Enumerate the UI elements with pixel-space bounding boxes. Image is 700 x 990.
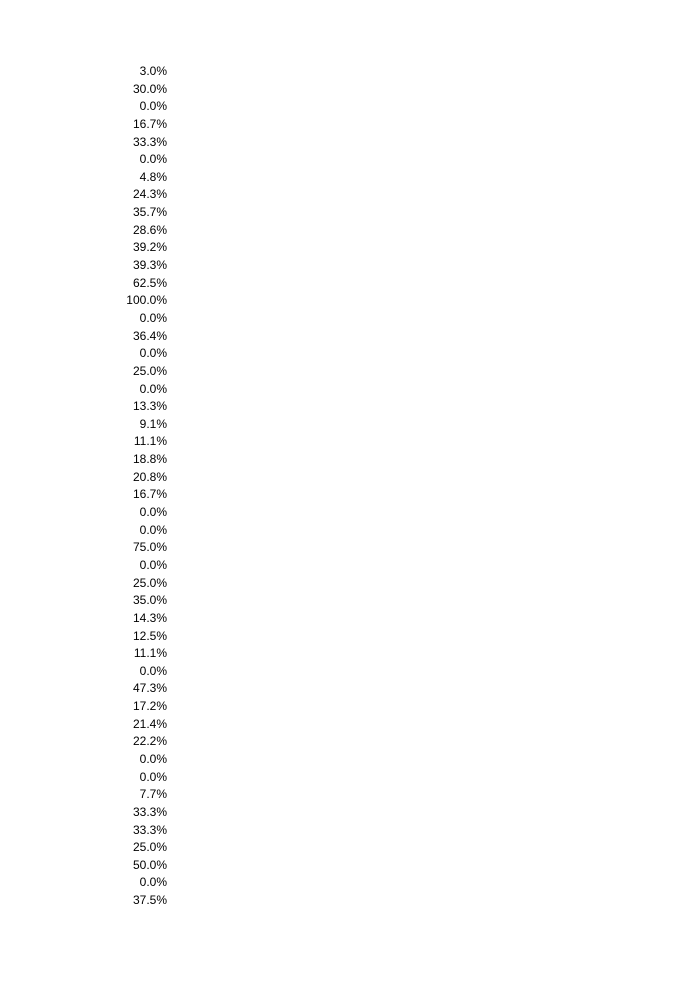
percentage-cell: 16.7% bbox=[132, 116, 167, 131]
percentage-cell: 0.0% bbox=[139, 875, 167, 890]
percentage-cell: 0.0% bbox=[139, 505, 167, 520]
percentage-cell: 0.0% bbox=[139, 346, 167, 361]
percentage-cell: 100.0% bbox=[126, 293, 167, 308]
percentage-cell: 0.0% bbox=[139, 769, 167, 784]
percentage-cell: 50.0% bbox=[132, 857, 167, 872]
percentage-cell: 12.5% bbox=[132, 628, 167, 643]
percentage-cell: 33.3% bbox=[132, 822, 167, 837]
percentage-cell: 0.0% bbox=[139, 310, 167, 325]
percentage-cell: 16.7% bbox=[132, 487, 167, 502]
percentage-cell: 0.0% bbox=[139, 99, 167, 114]
percentage-cell: 24.3% bbox=[132, 187, 167, 202]
percentage-cell: 14.3% bbox=[132, 610, 167, 625]
percentage-cell: 7.7% bbox=[139, 787, 167, 802]
percentage-cell: 3.0% bbox=[139, 64, 167, 78]
percentage-cell: 4.8% bbox=[139, 169, 167, 184]
percentage-cell: 17.2% bbox=[132, 699, 167, 714]
percentage-cell: 39.3% bbox=[132, 258, 167, 273]
percentage-cell: 25.0% bbox=[132, 840, 167, 855]
percentage-cell: 75.0% bbox=[132, 540, 167, 555]
percentage-cell: 0.0% bbox=[139, 152, 167, 167]
percentage-cell: 0.0% bbox=[139, 522, 167, 537]
percentage-cell: 33.3% bbox=[132, 804, 167, 819]
percentage-cell: 33.3% bbox=[132, 134, 167, 149]
percentage-cell: 35.0% bbox=[132, 593, 167, 608]
percentage-cell: 39.2% bbox=[132, 240, 167, 255]
percentage-cell: 21.4% bbox=[132, 716, 167, 731]
percentage-cell: 0.0% bbox=[139, 751, 167, 766]
percentage-cell: 37.5% bbox=[132, 893, 167, 908]
percentage-cell: 0.0% bbox=[139, 557, 167, 572]
percentage-cell: 36.4% bbox=[132, 328, 167, 343]
percentage-cell: 47.3% bbox=[132, 681, 167, 696]
percentage-cell: 25.0% bbox=[132, 575, 167, 590]
percentage-cell: 0.0% bbox=[139, 381, 167, 396]
percentage-cell: 22.2% bbox=[132, 734, 167, 749]
percentage-cell: 13.3% bbox=[132, 399, 167, 414]
percentage-cell: 20.8% bbox=[132, 469, 167, 484]
percentage-cell: 9.1% bbox=[139, 416, 167, 431]
percentage-cell: 25.0% bbox=[132, 363, 167, 378]
percentage-cell: 11.1% bbox=[133, 434, 167, 449]
percentage-cell: 0.0% bbox=[139, 663, 167, 678]
percentage-cell: 18.8% bbox=[132, 452, 167, 467]
percentage-cell: 30.0% bbox=[132, 81, 167, 96]
percentage-cell: 28.6% bbox=[132, 222, 167, 237]
percentage-cell: 62.5% bbox=[132, 275, 167, 290]
percentage-column bbox=[100, 63, 167, 910]
percentage-cell: 35.7% bbox=[132, 205, 167, 220]
percentage-cell: 11.1% bbox=[133, 646, 167, 661]
